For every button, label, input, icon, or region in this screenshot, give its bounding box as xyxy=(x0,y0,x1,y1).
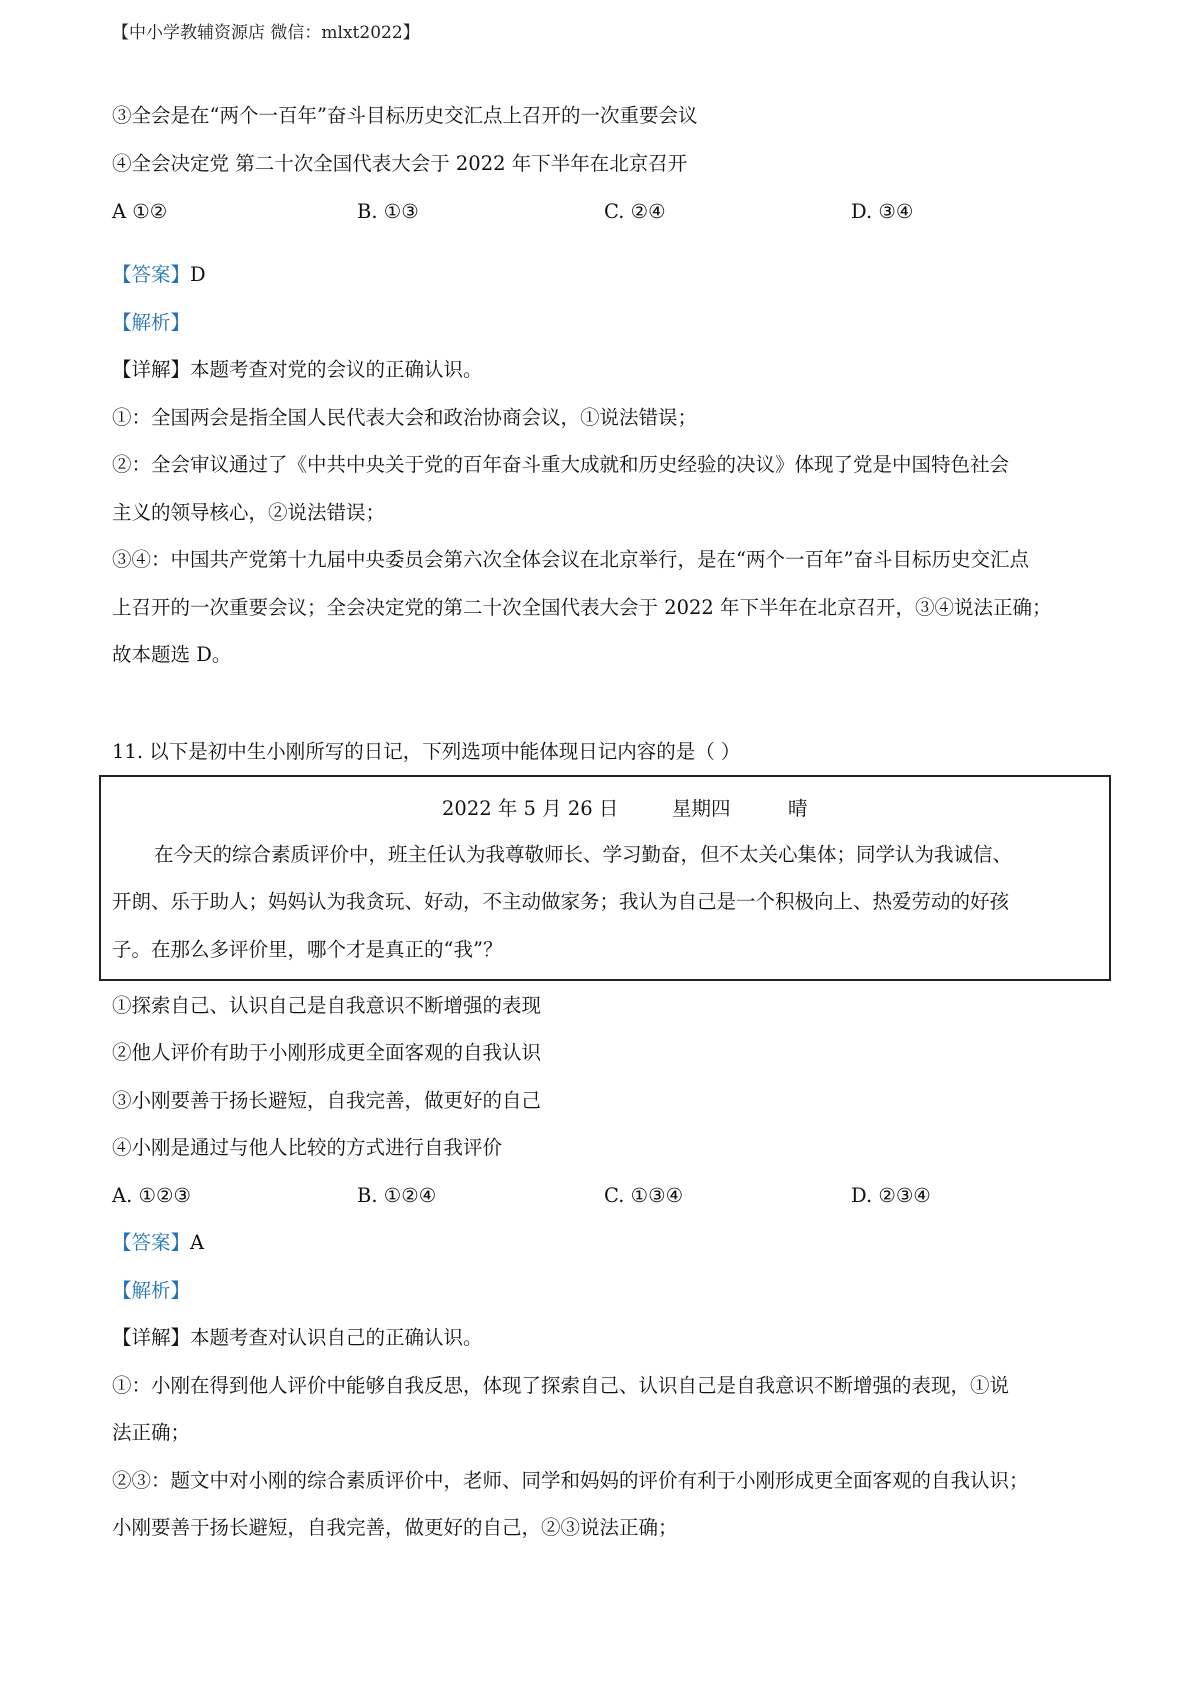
analysis-label: 【解析】 xyxy=(112,311,191,334)
q10-analysis-line: 上召开的一次重要会议；全会决定党的第二十次全国代表大会于 2022 年下半年在北京召开，③④说法正确； xyxy=(112,596,1052,619)
q11-option-b: B. ①②④ xyxy=(357,1184,437,1207)
q10-analysis-line: ②：全会审议通过了《中共中央关于党的百年奋斗重大成就和历史经验的决议》体现了党是中国特色社会 xyxy=(112,453,1010,476)
q11-detail xyxy=(112,1325,483,1351)
q11-question: 11. 以下是初中生小刚所写的日记，下列选项中能体现日记内容的是（ ） xyxy=(112,740,741,763)
analysis-label: 【解析】 xyxy=(112,1279,191,1302)
q11-statement-2: ②他人评价有助于小刚形成更全面客观的自我认识 xyxy=(112,1041,542,1064)
diary-body-line: 开朗、乐于助人；妈妈认为我贪玩、好动，不主动做家务；我认为自己是一个积极向上、热爱劳动的好孩 xyxy=(112,890,1010,913)
q11-analysis-line: 小刚要善于扬长避短，自我完善，做更好的自己，②③说法正确； xyxy=(112,1516,678,1539)
q11-answer xyxy=(112,1230,204,1256)
q10-analysis-line: 主义的领导核心，②说法错误； xyxy=(112,501,386,524)
detail-intro: 本题考查对党的会议的正确认识。 xyxy=(190,358,483,381)
diary-date: 2022 年 5 月 26 日 xyxy=(442,797,619,820)
answer-value: D xyxy=(190,263,206,286)
q10-option-a: A ①② xyxy=(112,200,168,223)
q11-analysis-line: ①：小刚在得到他人评价中能够自我反思，体现了探索自己、认识自己是自我意识不断增强的表现，①说 xyxy=(112,1374,1010,1397)
q11-statement-4: ④小刚是通过与他人比较的方式进行自我评价 xyxy=(112,1136,503,1159)
diary-weekday: 星期四 xyxy=(672,797,731,820)
q10-answer xyxy=(112,262,206,288)
q10-statement-4: ④全会决定党 第二十次全国代表大会于 2022 年下半年在北京召开 xyxy=(112,152,688,175)
q11-option-d: D. ②③④ xyxy=(851,1184,931,1207)
q10-option-b: B. ①③ xyxy=(357,200,419,223)
detail-intro: 本题考查对认识自己的正确认识。 xyxy=(190,1326,483,1349)
q11-analysis-heading xyxy=(112,1278,190,1304)
diary-weather: 晴 xyxy=(788,797,808,820)
q11-option-a: A. ①②③ xyxy=(112,1184,191,1207)
q10-analysis-line: ①：全国两会是指全国人民代表大会和政治协商会议，①说法错误； xyxy=(112,406,698,429)
q11-statement-1: ①探索自己、认识自己是自我意识不断增强的表现 xyxy=(112,994,542,1017)
q10-option-d: D. ③④ xyxy=(851,200,914,223)
answer-label: 【答案】 xyxy=(112,1231,191,1254)
q11-option-c: C. ①③④ xyxy=(604,1184,684,1207)
page-header: 【中小学教辅资源店 微信：mlxt2022】 xyxy=(112,23,420,43)
q10-statement-3: ③全会是在“两个一百年”奋斗目标历史交汇点上召开的一次重要会议 xyxy=(112,104,698,127)
answer-value: A xyxy=(190,1231,205,1254)
diary-body-line: 子。在那么多评价里，哪个才是真正的“我”？ xyxy=(112,938,503,961)
q11-statement-3: ③小刚要善于扬长避短，自我完善，做更好的自己 xyxy=(112,1089,542,1112)
q10-conclusion: 故本题选 D。 xyxy=(112,643,232,666)
q10-analysis-line: ③④：中国共产党第十九届中央委员会第六次全体会议在北京举行，是在“两个一百年”奋斗目标历史交汇点 xyxy=(112,548,1029,571)
q11-analysis-line: 法正确； xyxy=(112,1421,191,1444)
q10-detail xyxy=(112,357,483,383)
detail-label: 【详解】 xyxy=(112,358,191,381)
q10-option-c: C. ②④ xyxy=(604,200,666,223)
diary-body-line: 在今天的综合素质评价中，班主任认为我尊敬师长、学习勤奋，但不太关心集体；同学认为我诚信、 xyxy=(154,843,1013,866)
q11-analysis-line: ②③：题文中对小刚的综合素质评价中，老师、同学和妈妈的评价有利于小刚形成更全面客观的自我认识； xyxy=(112,1469,1029,1492)
detail-label: 【详解】 xyxy=(112,1326,191,1349)
answer-label: 【答案】 xyxy=(112,263,191,286)
q10-analysis-heading xyxy=(112,310,190,336)
